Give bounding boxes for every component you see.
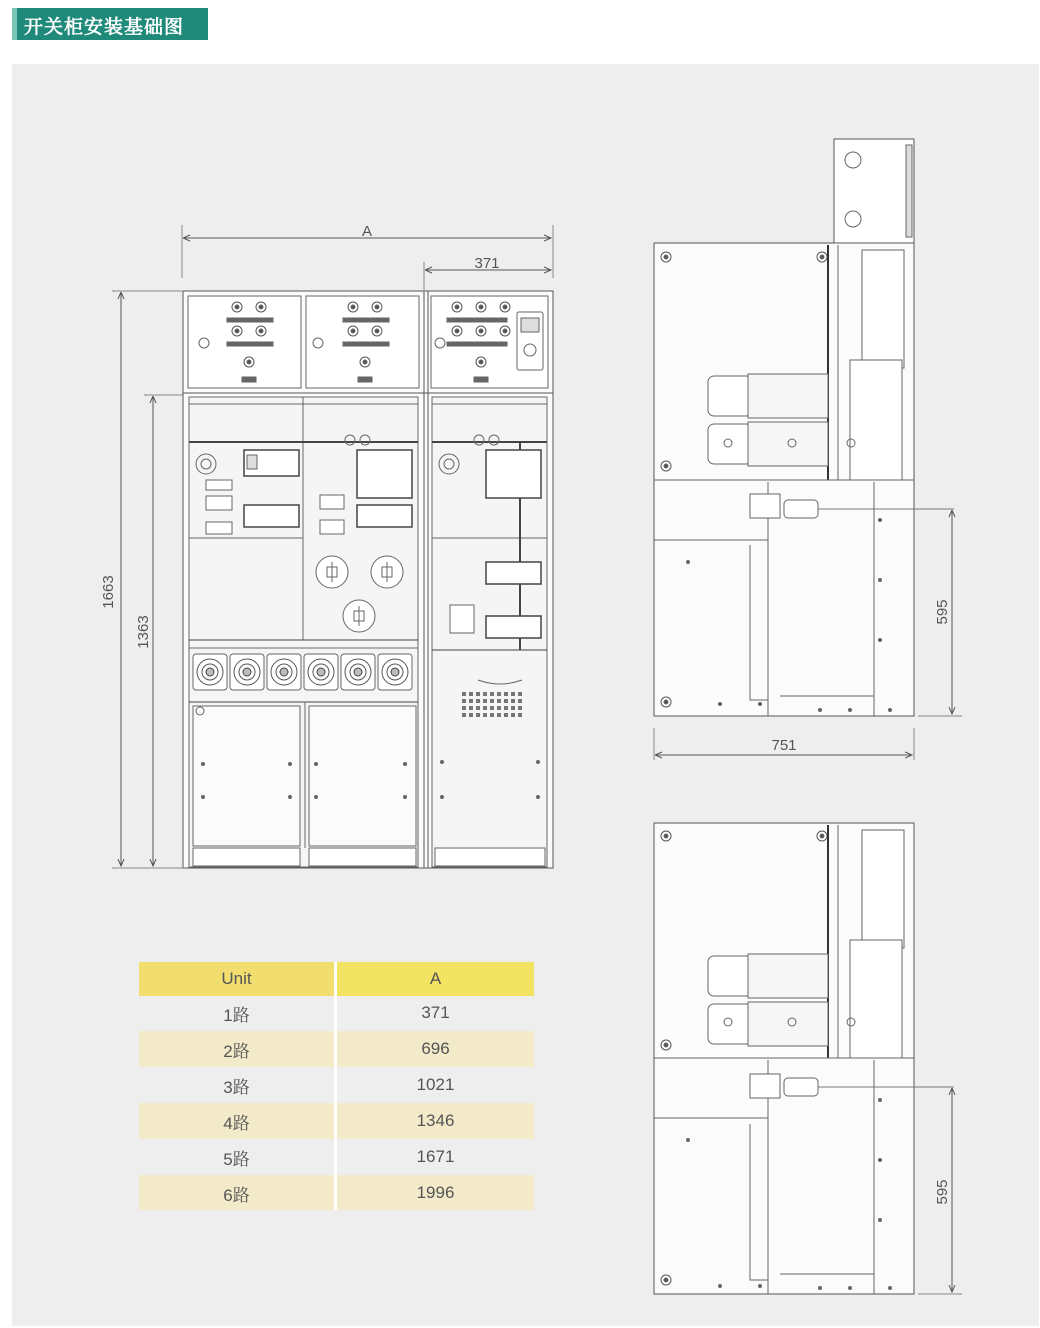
table-header-unit: Unit	[139, 962, 336, 996]
dim-total-height-label: 1663	[100, 575, 117, 609]
table-cell-unit: 3路	[139, 1067, 336, 1103]
table-cell-unit: 5路	[139, 1139, 336, 1175]
table-cell-unit: 2路	[139, 1031, 336, 1067]
section-title: 开关柜安装基础图	[24, 16, 185, 38]
table-cell-a: 696	[336, 1031, 535, 1067]
table-row	[139, 1175, 534, 1210]
side-view-bottom	[654, 823, 962, 1294]
unit-width-table	[139, 962, 534, 1210]
dim-cabinet-height-label: 1363	[135, 615, 152, 649]
table-cell-a: 1021	[336, 1067, 535, 1103]
table-row	[139, 1031, 534, 1067]
table-cell-a: 1996	[336, 1175, 535, 1210]
dim-total-width-label: A	[361, 223, 373, 240]
dim-depth-label: 751	[771, 737, 797, 754]
table-cell-unit: 4路	[139, 1103, 336, 1139]
table-row	[139, 1139, 534, 1175]
dim-height-top-label: 595	[934, 599, 951, 625]
table-cell-a: 1346	[336, 1103, 535, 1139]
table-header-row	[139, 962, 534, 996]
table-header-a: A	[336, 962, 535, 996]
front-view	[112, 225, 553, 868]
table-cell-a: 371	[336, 996, 535, 1031]
dim-unit-width-label: 371	[474, 255, 500, 272]
table-row	[139, 1103, 534, 1139]
table-cell-unit: 1路	[139, 996, 336, 1031]
table-cell-unit: 6路	[139, 1175, 336, 1210]
table-cell-a: 1671	[336, 1139, 535, 1175]
side-view-top	[654, 139, 962, 760]
table-row	[139, 996, 534, 1031]
table-row	[139, 1067, 534, 1103]
dim-height-bottom-label: 595	[934, 1179, 951, 1205]
